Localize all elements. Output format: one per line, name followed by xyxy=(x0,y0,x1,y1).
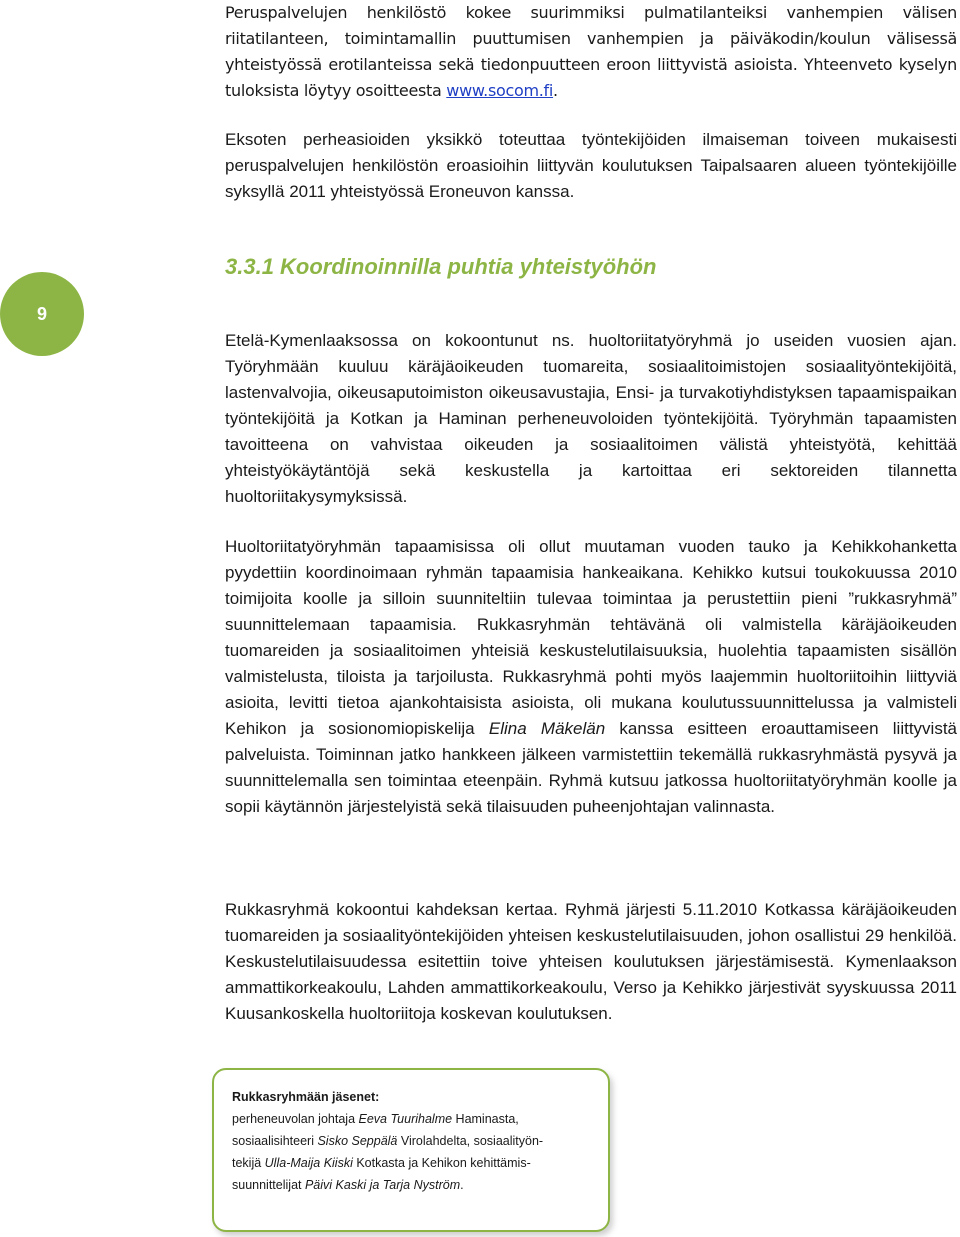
members-line-1: perheneuvolan johtaja Eeva Tuurihalme Haminasta, xyxy=(232,1112,519,1126)
section-heading: 3.3.1 Koordinoinnilla puhtia yhteistyöhön xyxy=(225,254,657,279)
member-name: Päivi Kaski ja Tarja Nyström xyxy=(304,1178,461,1192)
rukkas-student-name: Elina Mäkelän xyxy=(488,719,606,738)
working-group-paragraph xyxy=(225,328,957,510)
members-title: Rukkasryhmään jäsenet: xyxy=(232,1090,380,1104)
socom-link[interactable]: www.socom.fi xyxy=(446,81,554,100)
member-name: Sisko Seppälä xyxy=(317,1134,398,1148)
eksote-paragraph xyxy=(225,127,957,205)
intro-end: . xyxy=(553,81,558,100)
members-line-3: tekijä Ulla-Maija Kiiski Kotkasta ja Kehikon kehittämis- xyxy=(232,1156,531,1170)
rukkas-text-a: Huoltoriitatyöryhmän tapaamisissa oli ollut muutaman vuoden tauko ja Kehikkohanketta pyydettiin koordinoimaan ryhmän tapaamisia hankeaikana. Kehikko kutsui toukokuussa 2010 toimijoita koolle ja silloin suunniteltiin tulevaa toimintaa ja perustettiin pieni ”rukkasryhmä” suunnittelemaan tapaamisia. Rukkasryhmän tehtävänä oli valmistella käräjäoikeuden tuomareiden ja sosiaalitoimen yhteisiä keskustelutilaisuuksia, huolehtia tapaamisten sisällön valmistelusta, tiloista ja tarjoilusta. Rukkasryhmä pohti myös laajemmin huoltoriitoihin liittyviä asioita, levitti tietoa ajankohtaisista asioista, oli mukana koulutussuunnittelussa ja valmisteli Kehikon ja sosionomiopiskelija xyxy=(225,537,957,738)
meetings-paragraph xyxy=(225,897,957,1027)
members-note-box xyxy=(212,1068,610,1232)
rukkas-text-b: kanssa esitteen eroauttamiseen liittyvistä palveluista. Toiminnan jatko hankkeen jälkeen varmistettiin tekemällä rukkasryhmästä pysyvä ja suunnittelemalla sen toimintaa eteenpäin. Ryhmä kutsuu jatkossa huoltoriitatyöryhmän koolle ja sopii käytännön järjestelyistä sekä tilaisuuden puheenjohtajan valinnasta. xyxy=(225,719,958,816)
members-line-2: sosiaalisihteeri Sisko Seppälä Virolahdelta, sosiaalityön- xyxy=(232,1134,544,1148)
member-name: Ulla-Maija Kiiski xyxy=(264,1156,353,1170)
intro-paragraph xyxy=(225,0,957,104)
eksote-text: Eksoten perheasioiden yksikkö toteuttaa työntekijöiden ilmaiseman toiveen mukaisesti peruspalvelujen henkilöstön eroasioihin liittyvän koulutuksen Taipalsaaren alueen työntekijöille syksyllä 2011 yhteistyössä Eroneuvon kanssa. xyxy=(225,130,957,201)
meetings-text: Rukkasryhmä kokoontui kahdeksan kertaa. Ryhmä järjesti 5.11.2010 Kotkassa käräjäoikeuden tuomareiden ja sosiaalityöntekijöiden yhteisen keskustelutilaisuuden, johon osallistui 29 henkilöä. Keskustelutilaisuudessa esitettiin toive yhteisen koulutuksen järjestämisestä. Kymenlaakson ammattikorkeakoulu, Lahden ammattikorkeakoulu, Verso ja Kehikko järjestivät syyskuussa 2011 Kuusankoskella huoltoriitoja koskevan koulutuksen. xyxy=(225,900,957,1023)
rukkas-paragraph xyxy=(225,534,957,820)
working-group-text: Etelä-Kymenlaaksossa on kokoontunut ns. huoltoriitatyöryhmä jo useiden vuosien ajan. Työryhmään kuuluu käräjäoikeuden tuomareita, sosiaalitoimistojen sosiaalityöntekijöitä, lastenvalvojia, oikeusaputoimiston oikeusavustajia, Ensi- ja turvakotiyhdistyksen tapaamispaikan työntekijöitä ja Kotkan ja Haminan perheneuvoloiden työntekijöitä. Työryhmän tapaamisten tavoitteena on vahvistaa oikeuden ja sosiaalitoimen välistä yhteistyötä, kehittää yhteistyökäytäntöjä sekä keskustella ja kartoittaa eri sektoreiden tilannetta huoltoriitakysymyksissä. xyxy=(225,331,957,506)
page-number-badge xyxy=(0,272,84,356)
members-line-4: suunnittelijat Päivi Kaski ja Tarja Nyström. xyxy=(232,1178,464,1192)
page-number: 9 xyxy=(36,303,47,324)
member-name: Eeva Tuurihalme xyxy=(358,1112,453,1126)
intro-text: Peruspalvelujen henkilöstö kokee suurimmiksi pulmatilanteiksi vanhempien välisen riitatilanteen, toimintamallin puuttumisen vanhempien ja päiväkodin/koulun välisessä yhteistyössä erotilanteissa sekä tiedonpuutteen eroon liittyvistä asioista. Yhteenveto kyselyn tuloksista löytyy osoitteesta xyxy=(225,3,957,100)
